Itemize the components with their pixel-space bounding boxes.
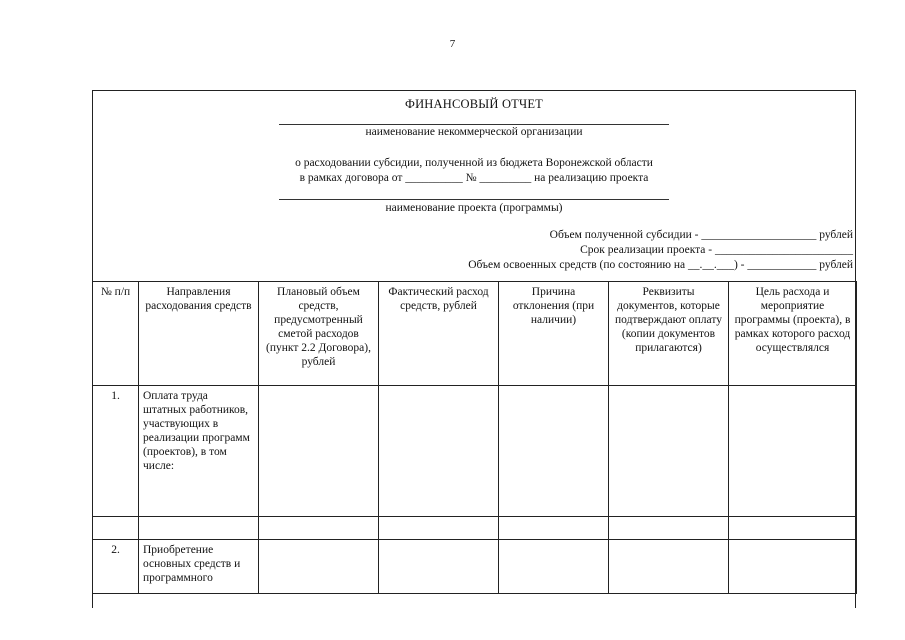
- expense-table: [92, 281, 857, 594]
- row-number: 2.: [93, 540, 139, 594]
- column-header-documents: Реквизиты документов, которые подтверждают оплату (копии документов прилагаются): [609, 282, 729, 386]
- row-direction[interactable]: [139, 517, 259, 540]
- row-actual-cell[interactable]: [379, 517, 499, 540]
- table-row: [93, 517, 857, 540]
- row-planned-cell[interactable]: [259, 540, 379, 594]
- org-name-caption: наименование некоммерческой организации: [365, 126, 583, 138]
- row-reason-cell[interactable]: [499, 517, 609, 540]
- row-documents-cell[interactable]: [609, 540, 729, 594]
- column-header-reason: Причина отклонения (при наличии): [499, 282, 609, 386]
- row-actual-cell[interactable]: [379, 386, 499, 517]
- row-planned-cell[interactable]: [259, 517, 379, 540]
- row-number: [93, 517, 139, 540]
- org-name-underline: [279, 124, 669, 125]
- row-purpose-cell[interactable]: [729, 540, 857, 594]
- column-header-direction: Направления расходования средств: [139, 282, 259, 386]
- column-header-purpose: Цель расхода и мероприятие программы (проекта), в рамках которого расход осуществлялся: [729, 282, 857, 386]
- report-subtitle-line1: о расходовании субсидии, полученной из бюджета Воронежской области: [295, 157, 653, 169]
- row-direction: Приобретение основных средств и программного: [139, 540, 259, 594]
- row-planned-cell[interactable]: [259, 386, 379, 517]
- report-title: ФИНАНСОВЫЙ ОТЧЕТ: [405, 97, 543, 111]
- project-name-underline: [279, 199, 669, 200]
- subsidy-volume-line: Объем полученной субсидии - ____________________ рублей: [549, 229, 853, 241]
- table-row: [93, 540, 857, 594]
- row-purpose-cell[interactable]: [729, 517, 857, 540]
- report-subtitle-line2: в рамках договора от __________ № _________ на реализацию проекта: [299, 172, 649, 184]
- row-purpose-cell[interactable]: [729, 386, 857, 517]
- project-term-line: Срок реализации проекта - ________________________: [580, 244, 853, 256]
- row-documents-cell[interactable]: [609, 517, 729, 540]
- row-actual-cell[interactable]: [379, 540, 499, 594]
- row-documents-cell[interactable]: [609, 386, 729, 517]
- table-header-row: [93, 282, 857, 386]
- column-header-number: № п/п: [93, 282, 139, 386]
- table-row: [93, 386, 857, 517]
- used-funds-line: Объем освоенных средств (по состоянию на __.__.___) - ____________ рублей: [468, 259, 853, 271]
- page-number: 7: [449, 38, 456, 50]
- report-form: [92, 90, 856, 608]
- column-header-planned: Плановый объем средств, предусмотренный сметой расходов (пункт 2.2 Договора), рублей: [259, 282, 379, 386]
- row-reason-cell[interactable]: [499, 386, 609, 517]
- row-number: 1.: [93, 386, 139, 517]
- column-header-actual: Фактический расход средств, рублей: [379, 282, 499, 386]
- row-direction: Оплата труда штатных работников, участвующих в реализации программ (проектов), в том числе:: [139, 386, 259, 517]
- project-name-caption: наименование проекта (программы): [385, 202, 563, 214]
- report-header: [93, 91, 855, 282]
- row-reason-cell[interactable]: [499, 540, 609, 594]
